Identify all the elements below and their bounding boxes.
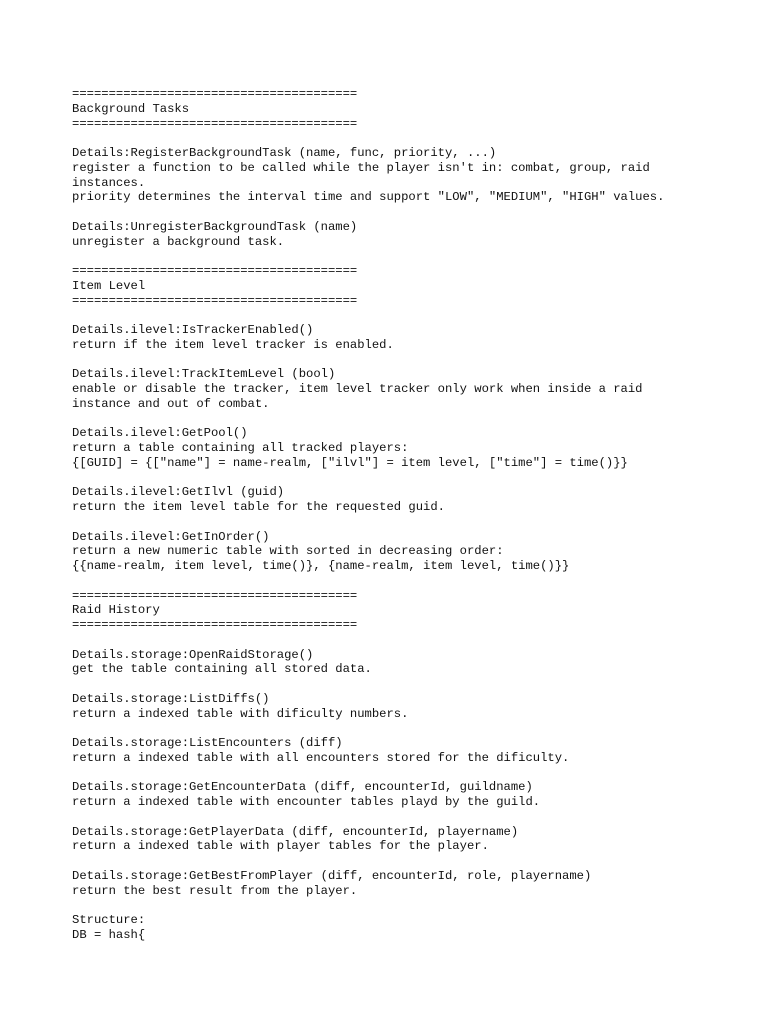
section-heading: Raid History bbox=[72, 603, 160, 618]
blank-line bbox=[72, 353, 752, 368]
function-signature: Details.ilevel:GetIlvl (guid) bbox=[72, 485, 285, 500]
function-signature: Details.ilevel:GetInOrder() bbox=[72, 529, 270, 544]
blank-line bbox=[72, 471, 752, 486]
blank-line bbox=[72, 205, 752, 220]
blank-line bbox=[72, 721, 752, 736]
function-signature: Details.storage:ListDiffs() bbox=[72, 691, 270, 706]
document-body bbox=[72, 87, 752, 943]
section-heading: Background Tasks bbox=[72, 101, 190, 116]
blank-line bbox=[72, 766, 752, 781]
section-rule: ======================================= bbox=[72, 618, 358, 632]
blank-line bbox=[72, 677, 752, 692]
function-signature: Details.ilevel:IsTrackerEnabled() bbox=[72, 323, 314, 337]
text-line: enable or disable the tracker, item level tracker only work when inside a raid bbox=[72, 382, 643, 396]
text-line: priority determines the interval time and support "LOW", "MEDIUM", "HIGH" values. bbox=[72, 190, 665, 205]
function-signature: Details.ilevel:TrackItemLevel (bool) bbox=[72, 367, 336, 382]
blank-line bbox=[72, 810, 752, 825]
text-line: instances. bbox=[72, 175, 146, 190]
function-signature: Details.ilevel:GetPool() bbox=[72, 426, 248, 441]
blank-line bbox=[72, 308, 752, 323]
text-line: DB = hash{ bbox=[72, 927, 146, 942]
text-line: return the item level table for the requested guid. bbox=[72, 500, 445, 514]
text-line: get the table containing all stored data. bbox=[72, 662, 372, 677]
blank-line bbox=[72, 854, 752, 869]
function-signature: Details:RegisterBackgroundTask (name, func, priority, ...) bbox=[72, 146, 497, 160]
section-rule: ======================================= bbox=[72, 87, 358, 101]
section-rule: ======================================= bbox=[72, 116, 358, 131]
text-line: return the best result from the player. bbox=[72, 883, 358, 898]
function-signature: Details:UnregisterBackgroundTask (name) bbox=[72, 219, 358, 234]
text-line: {{name-realm, item level, time()}, {name-realm, item level, time()}} bbox=[72, 559, 570, 573]
text-line: register a function to be called while the player isn't in: combat, group, raid bbox=[72, 160, 650, 175]
function-signature: Details.storage:GetEncounterData (diff, encounterId, guildname) bbox=[72, 780, 533, 795]
text-line: return a new numeric table with sorted in decreasing order: bbox=[72, 544, 504, 559]
function-signature: Details.storage:OpenRaidStorage() bbox=[72, 647, 314, 662]
text-line: {[GUID] = {["name"] = name-realm, ["ilvl"] = item level, ["time"] = time()}} bbox=[72, 455, 628, 470]
text-line: return a indexed table with player tables for the player. bbox=[72, 839, 489, 854]
function-signature: Details.storage:GetPlayerData (diff, encounterId, playername) bbox=[72, 824, 519, 839]
blank-line bbox=[72, 633, 752, 648]
function-signature: Details.storage:GetBestFromPlayer (diff, encounterId, role, playername) bbox=[72, 868, 592, 883]
blank-line bbox=[72, 898, 752, 913]
blank-line bbox=[72, 249, 752, 264]
text-line: return a indexed table with dificulty numbers. bbox=[72, 706, 409, 721]
section-rule: ======================================= bbox=[72, 588, 358, 603]
blank-line bbox=[72, 574, 752, 589]
section-rule: ======================================= bbox=[72, 264, 358, 278]
function-signature: Details.storage:ListEncounters (diff) bbox=[72, 736, 343, 750]
text-line: return if the item level tracker is enabled. bbox=[72, 337, 394, 352]
blank-line bbox=[72, 131, 752, 146]
blank-line bbox=[72, 412, 752, 427]
text-line: return a table containing all tracked players: bbox=[72, 441, 409, 455]
section-heading: Item Level bbox=[72, 278, 146, 293]
text-line: return a indexed table with all encounters stored for the dificulty. bbox=[72, 750, 570, 765]
section-rule: ======================================= bbox=[72, 293, 358, 308]
text-line: Structure: bbox=[72, 913, 146, 927]
text-line: return a indexed table with encounter tables playd by the guild. bbox=[72, 795, 541, 809]
blank-line bbox=[72, 515, 752, 530]
text-line: instance and out of combat. bbox=[72, 396, 270, 411]
text-line: unregister a background task. bbox=[72, 234, 285, 249]
